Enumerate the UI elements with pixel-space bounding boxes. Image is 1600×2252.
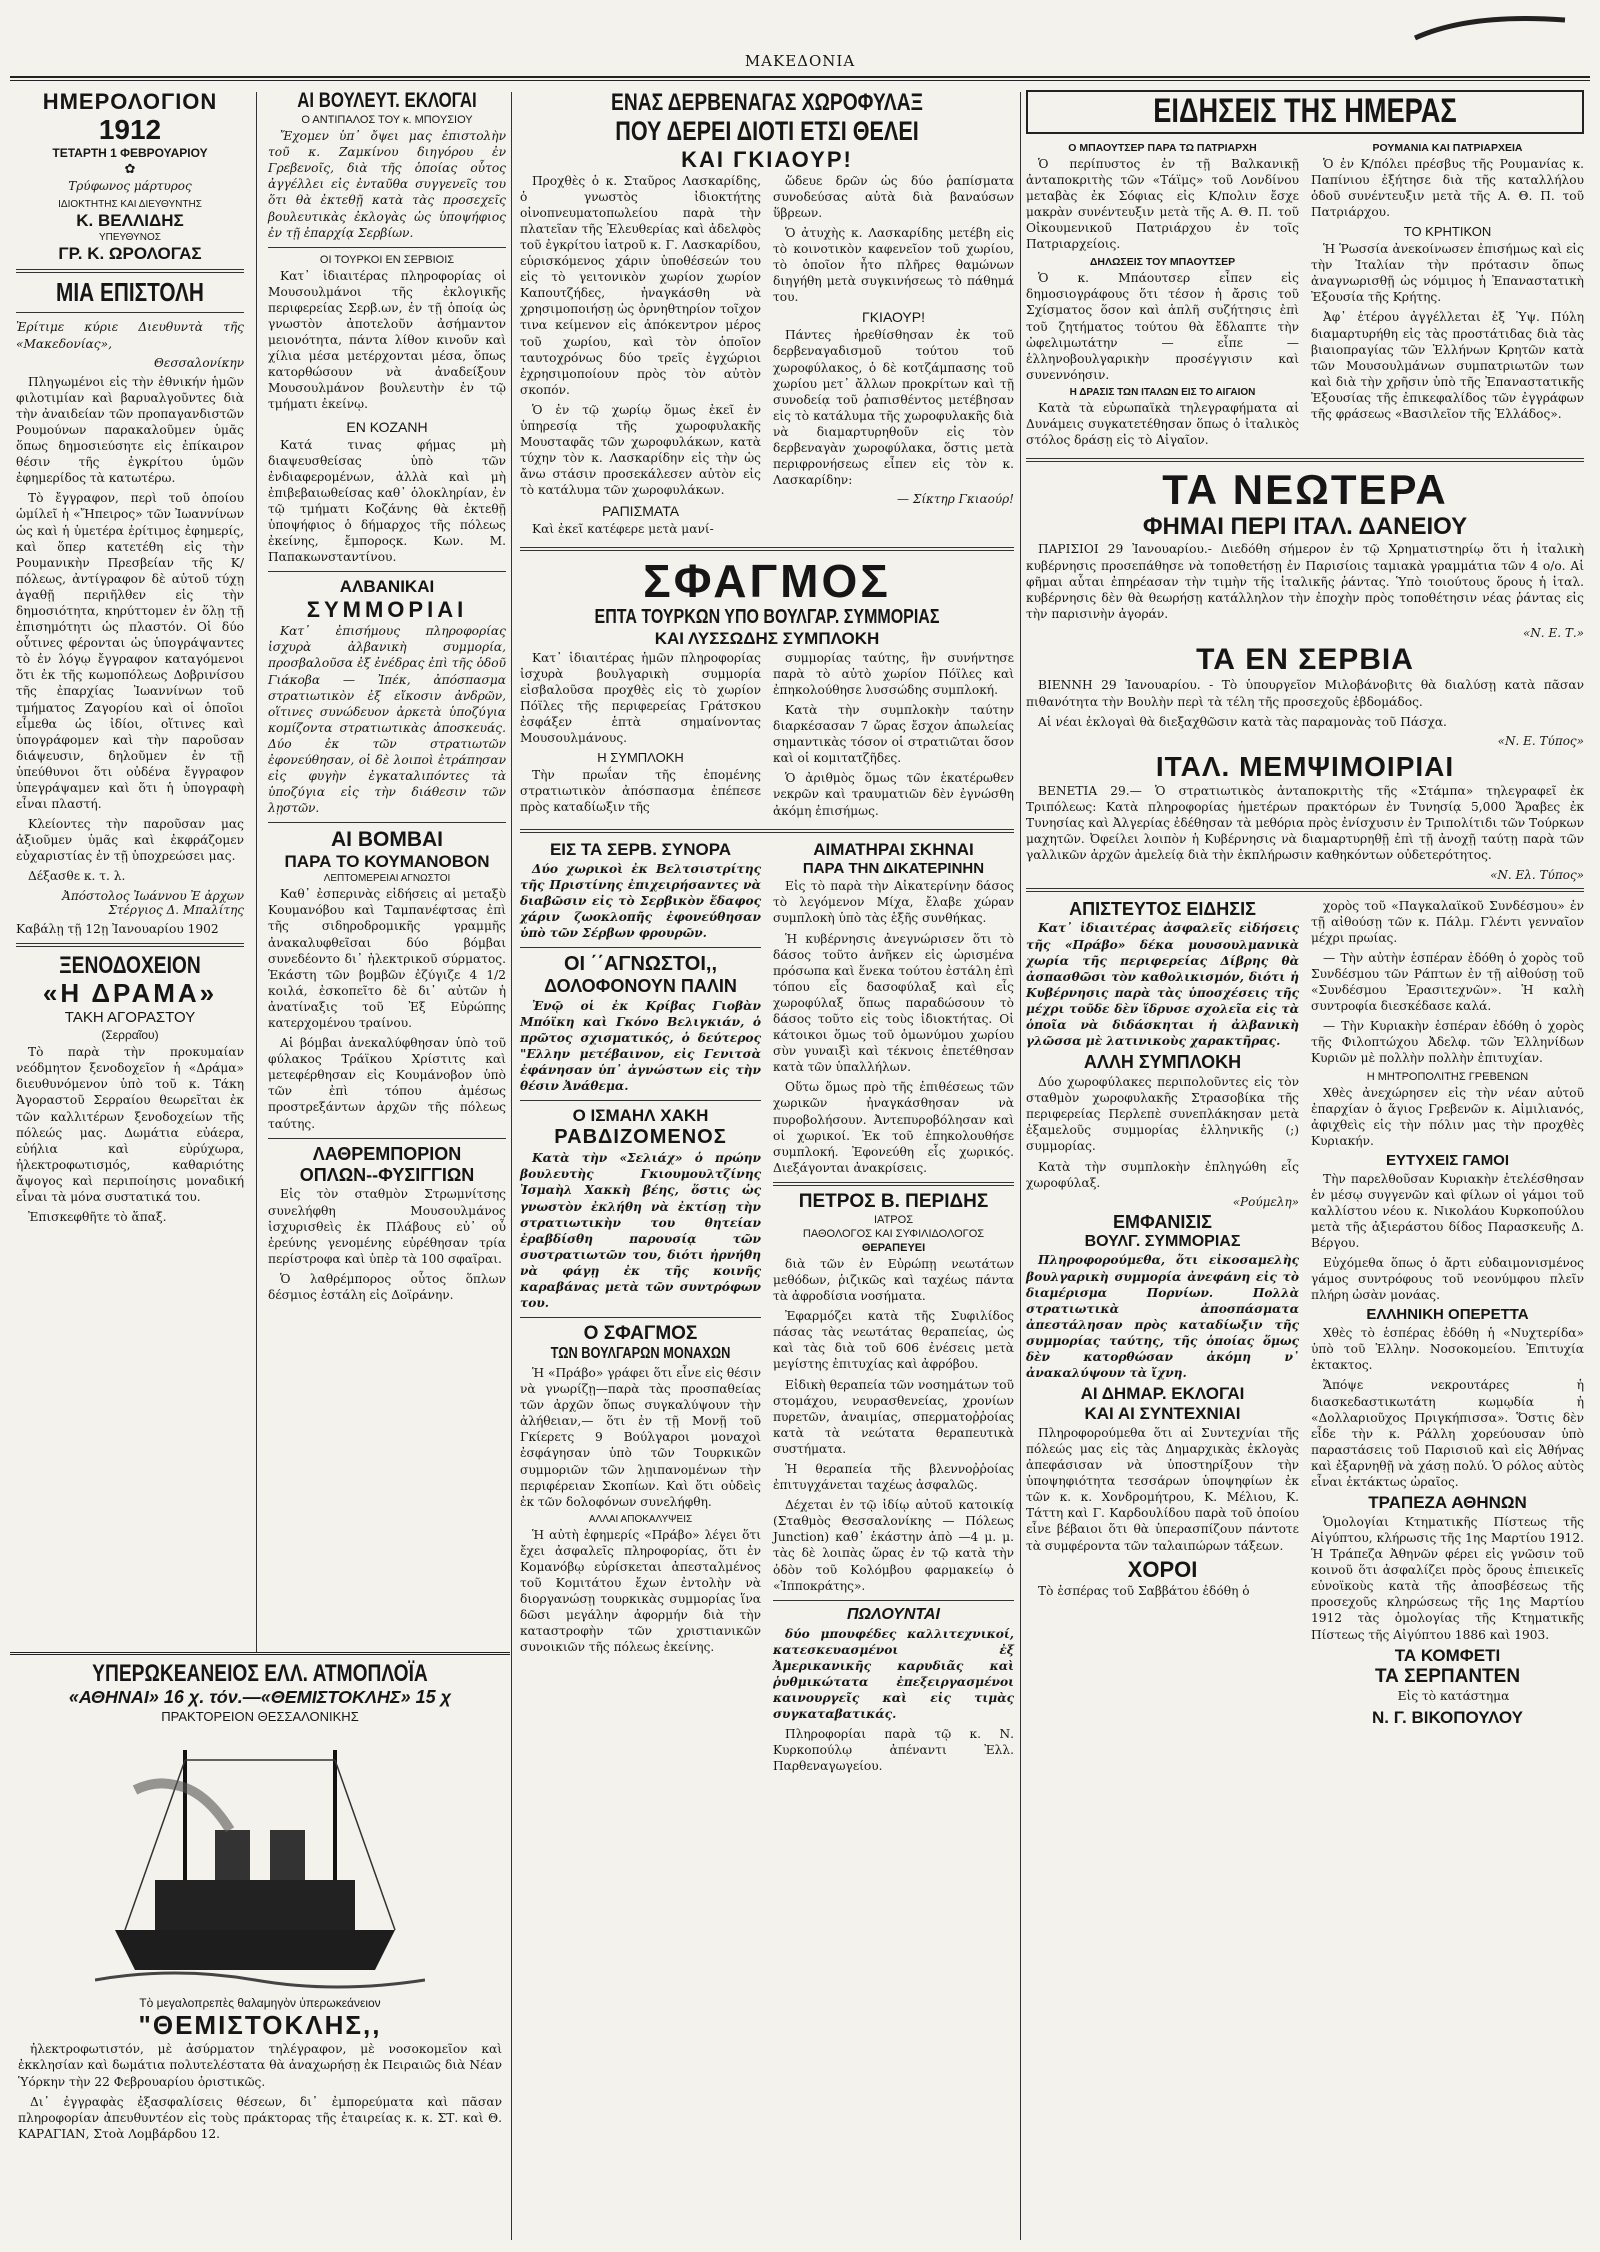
other-clash-text: Δύο χωροφύλακες περιπολοῦντες εἰς τὸν σταθμὸν χωροφυλακῆς Στρασοβίκα τῆς περιφερείας Περλεπὲ συνεπλάκησαν μετὰ ἐξαμελοῦς συμμορίας ἑλληνικῆς (;) συμμορίας. bbox=[1026, 1075, 1299, 1154]
elections-subtitle: Ο ΑΝΤΙΠΑΛΟΣ ΤΟΥ κ. ΜΠΟΥΣΙΟΥ bbox=[301, 114, 473, 127]
weddings-text: Τὴν παρελθοῦσαν Κυριακὴν ἐτελέσθησαν ἐν μέσῳ συγγενῶν καὶ φίλων οἱ γάμοι τοῦ καλλίστου νέου κ. Νικολάου Κυρκοπούλου μετὰ τῆς ἀξιεράστου δίδος Παρασκευῆς Δ. Βέργου. bbox=[1311, 1171, 1584, 1251]
owner-label: ΙΔΙΟΚΤΗΤΗΣ ΚΑΙ ΔΙΕΥΘΥΝΤΗΣ bbox=[58, 199, 202, 211]
bombs-text: Αἱ βόμβαι ἀνεκαλύφθησαν ὑπὸ τοῦ φύλακος Τράϊκου Χρίστιτς καὶ μετεφέρθησαν εἰς Κουμάνοβον ὑπὸ τῶν ἐπὶ τόπου ἀμέσως προστρεξάντων ἀρχῶν τῆς πόλεως ταύτης. bbox=[268, 1036, 506, 1131]
operetta-text: Χθὲς τὸ ἑσπέρας ἐδόθη ἡ «Νυχτερίδα» ὑπὸ τοῦ Ἑλλην. Νοσοκομείου. Ἐπιτυχία ἐκτακτος. bbox=[1311, 1326, 1584, 1373]
divider bbox=[268, 822, 506, 823]
article-text: Ὁ ἐν τῷ χωρίῳ ὅμως ἐκεῖ ἐν ὑπηρεσίᾳ τῆς χωροφυλακῆς Μουσταφᾶς τῶν χωροφυλάκων, κατὰ τύχην τὸν κ. Λασκαρίδην εἰς τὴν ὡς ἄνω στάσιν προσεκάλεσεν αὐτὸν εἰς τὸ κατάλυμα τῶν χωροφυλάκων. bbox=[520, 402, 761, 498]
dervenagas-title-3: ΚΑΙ ΓΚΙΑΟΥΡ! bbox=[681, 146, 853, 172]
article-text: Τὴν πρωΐαν τῆς ἐπομένης στρατιωτικὸν ἀπόσπασμα ἐπέπεσε πρὸς καταδίωξιν τῆς bbox=[520, 768, 761, 815]
editor-name: ΓΡ. Κ. ΩΡΟΛΟΓΑΣ bbox=[58, 244, 202, 264]
serbia-source: «Ν. Ε. Τύπος» bbox=[1497, 733, 1584, 748]
divider bbox=[520, 947, 761, 948]
mp2-title: ΔΗΛΩΣΕΙΣ ΤΟΥ ΜΠΑΟΥΤΣΕΡ bbox=[1089, 256, 1236, 269]
dervenagas-title-2: ΠΟΥ ΔΕΡΕΙ ΔΙΟΤΙ ΕΤΣΙ ΘΕΛΕΙ bbox=[615, 116, 919, 147]
haima-title: ΑΙΜΑΤΗΡΑΙ ΣΚΗΝΑΙ bbox=[813, 839, 974, 859]
turks-text: Κατ᾽ ἰδιαιτέρας πληροφορίας οἱ Μουσουλμάνοι τῆς ἐκλογικῆς περιφερείας Σερβ.ων, ἐν τῇ ὁποίᾳ ὡς γνωστὸν ἀποτελοῦν ἀσήμαντον μειονότητα, πάντα λίθον κινοῦν καὶ χίλια μέσα μετέρχονται μέσα, ὅπως κατορθώσουν νὰ ἀναδείξουν Μουσουλμάνον βουλευτὴν ἐν τῷ τμήματι ἐκείνῳ. bbox=[268, 268, 506, 412]
operetta-title: ΕΛΛΗΝΙΚΗ ΟΠΕΡΕΤΤΑ bbox=[1366, 1306, 1529, 1324]
other-clash-title: ΑΛΛΗ ΣΥΜΠΛΟΚΗ bbox=[1083, 1052, 1242, 1073]
haima-text: Οὕτω ὅμως πρὸ τῆς ἐπιθέσεως τῶν χωρικῶν ἠναγκάσθησαν νὰ πυροβολήσουν. Ἀντεπυροβόλησαν καὶ οἱ χωρικοί. Ἐκ τοῦ ἐπηκολουθήσε συμπλοκή. Ἐφονεύθη εἷς χωρικός. Διεξάγονται ἀνακρίσεις. bbox=[773, 1080, 1014, 1175]
article-text: Προχθὲς ὁ κ. Σταῦρος Λασκαρίδης, ὁ γνωστὸς ἰδιοκτήτης οἰνοπνευματοπωλείου παρὰ τὴν πλατεῖαν τῆς Ἐλευθερίας καὶ ἀδελφὸς τοῦ ἐγκρίτου ἰατροῦ κ. Γ. Λασκαρίδου, εὑρισκόμενος χάριν ὑποθέσεών του εἰς τὸ γειτονικὸν χωρίον χωρίον Καπουτζήδες, ἠναγκάσθη νὰ χρησιμοποιήσῃ ὡς ὀρνηθτηρίον τοῖχον τινα κείμενον εἰς ἀπόκεντρον μέρος τοῦ χωρίου, καὶ τὸν ὁποῖον ταυτοχρόνως δύο τρεῖς ἐγχώριοι ἐχρησιμοποίουν πρὸς τὸν αὐτὸν σκοπόν. bbox=[520, 173, 761, 397]
steamship-caption: Τὸ μεγαλοπρεπὲς θαλαμηγὸν ὑπερωκεάνειον bbox=[139, 1996, 381, 2011]
emfanisis-title-2: ΒΟΥΛΓ. ΣΥΜΜΟΡΙΑΣ bbox=[1084, 1232, 1241, 1250]
doctor-subtitle: ΘΕΡΑΠΕΥΕΙ bbox=[861, 1241, 926, 1254]
monks-title: Ο ΣΦΑΓΜΟΣ bbox=[583, 1323, 698, 1345]
divider bbox=[520, 829, 1014, 833]
calendar-saint: Τρύφωνος μάρτυρος bbox=[68, 179, 192, 194]
haima-text: Εἰς τὸ παρὰ τὴν Αἰκατερίνην δάσος τὸ λεγόμενον Μίχα, ἔλαβε χώραν συμπλοκὴ ὑπὸ τὰς ἑξῆς συνθήκας. bbox=[773, 879, 1014, 926]
gkiaour-quote: — Σίκτηρ Γκιαούρ! bbox=[897, 492, 1014, 507]
bombs-title: ΑΙ ΒΟΜΒΑΙ bbox=[331, 828, 443, 852]
rapismata-title: ΡΑΠΙΣΜΑΤΑ bbox=[601, 502, 680, 519]
border-title: ΕΙΣ ΤΑ ΣΕΡΒ. ΣΥΝΟΡΑ bbox=[549, 839, 732, 859]
column-4 bbox=[1020, 88, 1590, 2242]
page-corner-curl bbox=[1410, 8, 1570, 48]
serbia-text: Αἱ νέαι ἐκλογαὶ θὰ διεξαχθῶσιν κατὰ τὰς παραμονὰς τοῦ Πάσχα. bbox=[1038, 714, 1447, 729]
divider bbox=[1026, 888, 1584, 892]
sfagmos-body bbox=[520, 650, 1014, 823]
divider bbox=[16, 312, 244, 313]
doctor-text: διὰ τῶν ἐν Εὐρώπῃ νεωτάτων μεθόδων, ῥιζικῶς καὶ ταχέως πάντα τὰ ἀφροδίσια νοσήματα. bbox=[773, 1256, 1014, 1304]
agnostoi-text: Ἐνῷ οἱ ἐκ Κρίβας Γιοβὰν Μπόϊκη καὶ Γκόνο Βελιγκιάν, ὁ πρῶτος σχισματικός, ὁ δεύτερος "Ελλην μετέβαινον, εἰς Γενιτσὰ ἐφάνησαν ὑπ᾽ ἀγνώστων εἰς τὴν θέσιν Ἀνάθεμα. bbox=[520, 998, 761, 1094]
haima-text: Ἡ κυβέρνησις ἀνεγνώρισεν ὅτι τὸ δάσος τοῦτο ἀνῆκεν εἰς ὡρισμένα πρόσωπα καὶ ἕνεκα τούτου ἐστάλη ἐπὶ τόπου εἷς δασοφύλαξ καὶ εἷς χωροφύλαξ ὅπως παραδώσουν τὸ δάσος τοῦτο εἰς τοὺς ἰδιοκτήτας. Οἱ κάτοικοι ὅμως τοῦ ὁμωνύμου χωρίου σὺν γυναιξὶ καὶ τέκνοις ἐπετέθησαν κατὰ τῶν ὑπαλλήλων. bbox=[773, 931, 1014, 1075]
article-text: Ὁ ἀριθμὸς ὅμως τῶν ἑκατέρωθεν νεκρῶν καὶ τραυματιῶν δὲν ἐγνώσθη ἀκόμη ἐπισήμως. bbox=[773, 771, 1014, 818]
divider bbox=[268, 247, 506, 248]
romania-title: ΡΟΥΜΑΝΙΑ ΚΑΙ ΠΑΤΡΙΑΡΧΕΙΑ bbox=[1372, 141, 1523, 154]
steamship-title: ΥΠΕΡΩΚΕΑΝΕΙΟΣ ΕΛΛ. ΑΤΜΟΠΛΟΪΑ bbox=[92, 1660, 428, 1687]
albanian-text: Κατ᾽ ἐπισήμους πληροφορίας ἰσχυρὰ ἀλβανικὴ συμμορία, προσβαλοῦσα ἐξ ἐνέδρας ἐπὶ τῆς ὁδοῦ Γιάκοβα — Ἰπέκ, ἀπόσπασμα στρατιωτικὸν ἐξ εἴκοσιν ἀνδρῶν, οἵτινες συνώδευον ἀρκετὰ ὑποζύγια κομίζοντα στρατιωτικὰς ἀποσκευάς. Δύο ἐκ τῶν στρατιωτῶν ἐφονεύθησαν, οἱ δὲ λοιποὶ ἐτράπησαν εἰς φυγὴν ἐγκαταλιπόντες τὰ ὑποζύγια εἰς τὴν διάθεσιν τῶν λῃστῶν. bbox=[268, 624, 506, 816]
dances-title: ΧΟΡΟΙ bbox=[1127, 1556, 1198, 1582]
border-text: Δύο χωρικοὶ ἐκ Βελτσιστρίτης τῆς Πριστίνης ἐπιχειρήσαντες νὰ διαβῶσιν εἰς τὸ Σερβικὸν ἔδαφος χάριν ζωοκλοπῆς ἐφονεύθησαν ὑπὸ τῶν Σέρβων φρουρῶν. bbox=[520, 861, 761, 940]
emfanisis-title: ΕΜΦΑΝΙΣΙΣ bbox=[1113, 1211, 1212, 1232]
news-text: Ὁ περίπυστος ἐν τῇ Βαλκανικῇ ἀνταποκριτὴς τῶν «Τάϊμς» τοῦ Λονδίνου μεταβὰς ἐκ Σόφιας εἰς Κ/πολιν ἔσχε μακρὰν συνέντευξιν μετὰ τῆς Α. Θ. Π. τοῦ Οἰκουμενικοῦ Πατριάρχου ἐν τοῖς Πατριαρχείοις. bbox=[1026, 156, 1299, 252]
hotel-visit: Ἐπισκεφθῆτε τὸ ἅπαξ. bbox=[28, 1210, 167, 1225]
hotel-title: ΞΕΝΟΔΟΧΕΙΟΝ bbox=[59, 951, 201, 979]
divider bbox=[520, 1100, 761, 1101]
weddings-text: Εὐχόμεθα ὅπως ὁ ἄρτι εὐδαιμονισμένος γάμος συντρόφους τοῦ νεονύμφου πλεῖν πλήρη ὡσὰν μονάας. bbox=[1311, 1256, 1584, 1303]
ship-icon bbox=[95, 1730, 425, 1990]
doctor-name: ΠΕΤΡΟΣ Β. ΠΕΡΙΔΗΣ bbox=[798, 1190, 989, 1212]
sale-title: ΠΩΛΟΥΝΤΑΙ bbox=[847, 1605, 940, 1623]
doctor-title: ΙΑΤΡΟΣ bbox=[874, 1213, 913, 1226]
divider bbox=[773, 1182, 1014, 1186]
sfagmos-subtitle-2: ΚΑΙ ΛΥΣΣΩΔΗΣ ΣΥΜΠΛΟΚΗ bbox=[654, 628, 880, 648]
bank-title: ΤΡΑΠΕΖΑ ΑΘΗΝΩΝ bbox=[1368, 1493, 1527, 1513]
dervenagas-body bbox=[520, 173, 1014, 541]
letter-date: Καβάλῃ τῇ 12ῃ Ἰανουαρίου 1902 bbox=[16, 921, 219, 936]
gkiaour-title: ΓΚΙΑΟΥΡ! bbox=[862, 309, 925, 326]
serpentine-text: Εἰς τὸ κατάστημα bbox=[1397, 1689, 1510, 1704]
incredible-title: ΑΠΙΣΤΕΥΤΟΣ ΕΙΔΗΣΙΣ bbox=[1069, 898, 1256, 919]
letter-paragraph: Κλείοντες τὴν παροῦσαν μας ἀξιοῦμεν ὑμᾶς καὶ ἐκφράζομεν εὐχαριστίας ἐν τῇ ὑποχρεώσει μας. bbox=[16, 817, 244, 864]
news-text: Ἡ Ῥωσσία ἀνεκοίνωσεν ἐπισήμως καὶ εἰς τὴν Ἰταλίαν τὴν πρότασιν ὅπως ἀναγνωρισθῇ ὡς νόμιμος ἡ Ἐπαναστατικὴ Ἐξουσία τῆς Κρήτης. bbox=[1311, 242, 1584, 305]
article-text: Καὶ ἐκεῖ κατέφερε μετὰ μανί- bbox=[532, 521, 714, 536]
bombs-text: Καθ᾽ ἐσπερινὰς εἰδήσεις αἱ μεταξὺ Κουμανόβου καὶ Ταμπανέφτσας ἐπὶ τῆς σιδηροδρομικῆς γραμμῆς ἀνακαλυφθεῖσαι δύο βόμβαι συνεδέοντο δι᾽ ἠλεκτρικοῦ σύρματος. Ἑκάστη τῶν βομβῶν ἐζύγιζε 4 1/2 κοιλά, ἐσκοπεῖτο δὲ δι᾽ αὐτῶν ἡ ἀνατίναξις τοῦ Ἐξ Εὐρώπης κατερχομένου τραίνου. bbox=[268, 887, 506, 1030]
sfagmos-subtitle: ΕΠΤΑ ΤΟΥΡΚΩΝ ΥΠΟ ΒΟΥΛΓΑΡ. ΣΥΜΜΟΡΙΑΣ bbox=[594, 605, 940, 628]
dances-text: χορὸς τοῦ «Παγκαλαϊκοῦ Συνδέσμου» ἐν τῇ αἰθούσῃ τῶν κ. Πάλμ. Γλέντι γενναῖον μέχρι πρωίας. bbox=[1311, 898, 1584, 945]
news-text: Ὁ κ. Μπάουτσερ εἶπεν εἰς δημοσιογράφους ὅτι τέσον ἡ ἄρσις τοῦ Σχίσματος ὅσον καὶ ἁπλῆ συζήτησις ἐπὶ τοῦ ζητήματος τούτου θὰ ἔδλαπτε τὴν ὠφελιμωτάτην — εἶπε — ἑλληνοβουλγαρικὴν προσέγγισιν καὶ συνεννόησιν. bbox=[1026, 271, 1299, 382]
weddings-title: ΕΥΤΥΧΕΙΣ ΓΑΜΟΙ bbox=[1385, 1151, 1510, 1169]
bombs-title-2: ΠΑΡΑ ΤΟ ΚΟΥΜΑΝΟΒΟΝ bbox=[284, 852, 490, 872]
letter-signature: Ἀπόστολος Ἰωάννου Ἐ ἀρχων Στέργιος Δ. Μπαλίτης bbox=[62, 888, 244, 917]
news-text: Ἀφ᾽ ἑτέρου ἀγγέλλεται ἐξ Ὑψ. Πύλη διαμαρτυρήθη εἰς τὰς προστάτιδας διὰ τὰς βιαιοπραγίας τῶν Ἑλλήνων Κρητῶν κατὰ τῶν Μουσουλμάνων συμπατριωτῶν των καὶ διὰ τὴν χρῆσιν ὑπὸ τῆς Ἐπαναστατικῆς Ἐξουσίας τῆς ἐπικεφαλίδος τῶν ἐγγράφων τῆς φράσεως «Βασιλεῖον τῆς Ἑλλάδος». bbox=[1311, 310, 1584, 421]
monks-subtitle: ΑΛΛΑΙ ΑΠΟΚΑΛΥΨΕΙΣ bbox=[588, 1513, 693, 1525]
lower-columns bbox=[520, 839, 1014, 1779]
dances-text: — Τὴν Κυριακὴν ἑσπέραν ἐδόθη ὁ χορὸς τῆς Φιλοπτώχου Ἀδελφ. τῶν Ἑλληνίδων Κυριῶν μὲ πολλὴν πολλὴν ἐπιτυχίαν. bbox=[1311, 1019, 1584, 1066]
operetta-text: Ἄπόψε νεκρουτάρες ἡ διασκεδαστικωτάτη κωμῳδία ἡ «Δολλαριοῦχος Πριγκήπισσα». Ὅστις δὲν εἶδε τὴν κ. Ράλλη χορεύουσαν ὑπὸ παραστάσεις τοῦ Παρισιοῦ καὶ εἰς Ἀθήνας καὶ ἐξαρνηθῇ νὰ χάσῃ πολύ. Ὁ ρόλος αὐτὸς εἶναι ἐκτάκτως ὡραῖος. bbox=[1311, 1378, 1584, 1489]
divider bbox=[268, 571, 506, 572]
ornament-icon: ✿ bbox=[124, 162, 136, 178]
loan-source: «Ν. Ε. Τ.» bbox=[1522, 625, 1584, 640]
divider bbox=[1026, 458, 1584, 462]
article-text: συμμορίας ταύτης, ἣν συνήντησε παρὰ τὸ αὐτὸ χωρίον Πόϊλες καὶ ἐπηκολούθησε λυσσώδης συμπλοκή. bbox=[773, 650, 1014, 697]
article-text: ὥδευε δρῶν ὡς δύο ῥαπίσματα συνοδεύσας αὐτὰ διὰ βαναύσων ὕβρεων. bbox=[773, 173, 1014, 220]
other-clash-text: Κατὰ τὴν συμπλοκὴν ἐπληγώθη εἷς χωροφύλαξ. bbox=[1026, 1159, 1299, 1190]
article-text: Ὁ ἀτυχὴς κ. Λασκαρίδης μετέβη εἰς τὸ κοινοτικὸν καφενεῖον τοῦ χωρίου, τὸ ὁποῖον ἦτο πλῆρες θαμώνων διηγήθη μετὰ συγκινήσεως τὸ πάθημά του. bbox=[773, 225, 1014, 305]
loan-text: ΠΑΡΙΣΙΟΙ 29 Ἰανουαρίου.- Διεδόθη σήμερον ἐν τῷ Χρηματιστηρίῳ ὅτι ἡ ἰταλικὴ κυβέρνησις προσεπάθησε νὰ τοποθετήσῃ ἐν Παρισίοις ταμιακὰ γραμμάτια τῶν 4 ο/ο. Αἱ φῆμαι αὗται ἐπηρέασαν τὴν τιμὴν τῆς ἰταλικῆς ῥάντας. Ὑπὸ τοιούτους ὅρους ἡ ἰταλ. κυβέρνησις δὲν θὰ θεωρήσῃ κατάλληλον τὴν ἐποχὴν πρὸς τοποθέτησιν νέας ῥάντας εἰς τὴν παρισινὴν ἀγοράν. bbox=[1026, 542, 1584, 621]
top-rule bbox=[10, 76, 1590, 78]
metropolitan-text: Χθὲς ἀνεχώρησεν εἰς τὴν νέαν αὐτοῦ ἐπαρχίαν ὁ ἅγιος Γρεβενῶν κ. Αἰμιλιανός, ἀφιχθεὶς εἰς τὴν πόλιν μας τὴν προχθὲς Κυριακήν. bbox=[1311, 1085, 1584, 1148]
calendar-title: ΗΜΕΡΟΛΟΓΙΟΝ bbox=[42, 89, 218, 114]
sale-text: δύο μπουφέδες καλλιτεχνικοί, κατεσκευασμένοι ἐξ Ἀμερικανικῆς καρυδιᾶς καὶ ῥυθμικώτατα ἐπεξειργασμένοι καινουργεῖς καὶ εἰς τιμὰς συγκαταβατικάς. bbox=[773, 1626, 1014, 1722]
divider bbox=[16, 269, 244, 273]
owner-name: Κ. ΒΕΛΛΙΔΗΣ bbox=[76, 211, 184, 231]
article-text: Πάντες ἠρεθίσθησαν ἐκ τοῦ δερβεναγαδισμοῦ τούτου τοῦ χωροφύλακος, ὁ δὲ κοτζάμπασης τοῦ χωρίου μετ᾽ ἄλλων προκρίτων καὶ τῇ συνοδείᾳ τοῦ ῥαπισθέντος μετέβησαν εἰς τὸ κατάλυμα τῆς χωροφυλακῆς διὰ νὰ διαμαρτυρηθοῦν εἰς τὸν δερβεναγὰν χωροφύλακα, ὅστις μετὰ περιφρονήσεως εἶπεν εἰς τὸν κ. Λασκαρίδην: bbox=[773, 328, 1014, 488]
bank-text: Ὁμολογίαι Κτηματικῆς Πίστεως τῆς Αἰγύπτου, κλήρωσις τῆς 1ης Μαρτίου 1912. Ἡ Τράπεζα Ἀθηνῶν φέρει εἰς γνῶσιν τοῦ κοινοῦ ὅτι ἀσφαλίζει πρὸς ὅρους ἐπιεικεῖς εὐνοϊκοὺς κατὰ τῆς ἀποσβέσεως τῆς προσεχοῦς κληρώσεως τῆς 1ης Μαρτίου 1912 τὰς ὁμολογίας τῆς Κτηματικῆς Πίστεως τῆς Αἰγύπτου 1886 καὶ 1903. bbox=[1311, 1514, 1584, 1642]
dervenagas-title: ΕΝΑΣ ΔΕΡΒΕΝΑΓΑΣ ΧΩΡΟΦΥΛΑΞ bbox=[611, 89, 923, 116]
divider bbox=[520, 1317, 761, 1318]
lower-news bbox=[1026, 898, 1584, 1729]
news-text: Κατὰ τὰ εὐρωπαϊκὰ τηλεγραφήματα αἱ Δυνάμεις συγκατετέθησαν ὅπως ὁ ἰταλικὸς στόλος δράσῃ εἰς τὸ Αἰγαῖον. bbox=[1026, 400, 1299, 448]
divider bbox=[520, 547, 1014, 551]
letter-paragraph: Τὸ ἔγγραφον, περὶ τοῦ ὁποίου ὡμίλεῖ ἡ «Ἤπειρος» τῶν Ἰωαννίνων ὡς καὶ ἡ ὑμετέρα ἐρίτιμος ἐφημερίς, καὶ ὅπερ κατετέθη εἰς τὴν Ρουμανικὴν Πρεσβείαν τῆς Κ/πόλεως, ἀντίγραφον δὲ αὐτοῦ τύχῃ ἀγαθῇ περιῆλθεν εἰς τὴν δημοσιότητα, κηρύττομεν ἐν ὅλῃ τῇ ἐπισημότητι ὡς πλαστόν. Οἱ δύο οὗτινες φέρονται ὡς ὑπογράψαντες τὸ ἐν λόγῳ ἔγγραφον καταγόμενοι ὅτι ἐκ τῆς κωμοπόλεως Δοβρινίσου τῆς ἐπαρχίας Ἰωαννίνων τοῦ τμήματος Ζαγορίου καὶ οἱ ὁποῖοι εἶμεθα ὡς ἰδίοι, οἵτινες καὶ ὑπογράφομεν καὶ τὴν παροῦσαν διάψευσιν, δηλοῦμεν ἐν τῇ ὑπεύθυνοι ὅτι οὐδένα ἔγγραφον ὑπεγράψαμεν καὶ ὅτι ἡ ὑπογραφὴ εἶναι πλαστή. bbox=[16, 491, 244, 812]
elections-text: Ἔχομεν ὑπ᾽ ὄψει μας ἐπιστολὴν τοῦ κ. Ζαμκίνου διηγόρου ἐν Γρεβενοῖς, διὰ τῆς ὁποίας οὗτος ἀγγέλλει εἰς ἐνταῦθα συγγενεῖς του ὅτι θὰ ἐκτεθῇ κατὰ τὰς προσεχεῖς βουλευτικὰς ἐκλογὰς ὡς ὑποψήφιος ἐν τῇ ἐπαρχίᾳ Σερβίων. bbox=[268, 129, 506, 240]
smuggling-text: Εἰς τὸν σταθμὸν Στρωμνίτσης συνελήφθη Μουσουλμάνος ἰσχυρισθεὶς ἐκ Πλάβους εὐ᾽ οὗ ἐρεύνης γενομένης εὑρέθησαν τρία περίστροφα καὶ ὑπὲρ τὰ 100 σφαῖραι. bbox=[268, 1187, 506, 1266]
incredible-text: Κατ᾽ ἰδιαιτέρας ἀσφαλεῖς εἰδήσεις τῆς «Πράβο» δέκα μουσουλμανικὰ χωρία τῆς περιφερείας Δίβρης θὰ ἀσπασθῶσι τὸν καθολικισμόν, διότι ἡ Κυβέρνησις παρὰ τὰς ὑποσχέσεις τῆς μέχρι τοῦδε δὲν ἵδρυσε σχολεῖα εἰς τὰ ὁποῖα νὰ διδάσκηται ἡ ἀλβανικὴ γλῶσσα μὲ λατινικοὺς χαρακτῆρας. bbox=[1026, 921, 1299, 1049]
agnostoi-title-2: ΔΟΛΟΦΟΝΟΥΝ ΠΑΛΙΝ bbox=[544, 975, 737, 996]
smuggling-title-2: ΟΠΛΩΝ--ΦΥΣΙΓΓΙΩΝ bbox=[299, 1164, 475, 1185]
divider bbox=[268, 1138, 506, 1139]
bombs-subtitle: ΛΕΠΤΟΜΕΡΕΙΑΙ ΑΓΝΩΣΤΟΙ bbox=[323, 873, 451, 885]
haima-title-2: ΠΑΡΑ ΤΗΝ ΔΙΚΑΤΕΡΙΝΗΝ bbox=[802, 859, 985, 877]
turks-title: ΟΙ ΤΟΥΡΚΟΙ ΕΝ ΣΕΡΒΙΟΙΣ bbox=[319, 253, 455, 266]
monks-title-2: ΤΩΝ ΒΟΥΛΓΑΡΩΝ ΜΟΝΑΧΩΝ bbox=[550, 1345, 731, 1363]
symploki-title: Η ΣΥΜΠΛΟΚΗ bbox=[597, 750, 684, 766]
doctor-text: Δέχεται ἐν τῷ ἰδίῳ αὐτοῦ κατοικίᾳ (Σταθμὸς Θεσσαλονίκης — Πόλεως Junction) καθ᾽ ἑκάστην ἀπὸ —4 μ. μ. τὰς δὲ λοιπὰς ὥρας ἐν τῷ κατὰ τὴν ὁδὸν τοῦ Κολόμβου φαρμακείῳ ὁ «Ἱπποκράτης». bbox=[773, 1498, 1014, 1593]
serpentine-shop: Ν. Γ. ΒΙΚΟΠΟΥΛΟΥ bbox=[1371, 1707, 1524, 1727]
calendar-year: 1912 bbox=[98, 114, 162, 146]
article-text: Κατ᾽ ἰδιαιτέρας ἡμῶν πληροφορίας ἰσχυρὰ βουλγαρικὴ συμμορία εἰσβαλοῦσα προχθὲς εἰς τὸ χωρίον Πόϊλες τῆς περιφερείας Γράτσκου ἐσφάξεν ἑπτὰ σημαίνοντας Μουσουλμάνους. bbox=[520, 650, 761, 746]
loan-title: ΦΗΜΑΙ ΠΕΡΙ ΙΤΑΛ. ΔΑΝΕΙΟΥ bbox=[1142, 513, 1468, 541]
emfanisis-text: Πληροφορούμεθα, ὅτι εἰκοσαμελὴς βουλγαρικὴ συμμορία ἀνεφάνη εἰς τὸ διαμέρισμα Πορνίων. Πολλὰ στρατιωτικὰ ἀποσπάσματα ἀπεστάλησαν πρὸς καταδίωξιν τῆς συμμορίας ταύτης, τῆς ὁποίας ὅμως δὲν κατορθώσαν ἀκόμη ν᾽ ἀνακαλύψουν τὰ ἴχνη. bbox=[1026, 1253, 1299, 1381]
monks-text: Ἡ «Πράβο» γράφει ὅτι εἶνε εἰς θέσιν νὰ γνωρίζῃ—παρὰ τὰς προσπαθείας τῶν ἀρχῶν ὅπως συγκαλύψουν τὴν ἀλήθειαν,— ὅτι ἐν τῇ Μονῇ τοῦ Γκίερετς 9 Βούλγαροι μοναχοὶ ἐσφάγησαν ὑπὸ τῶν Τουρκικῶν συμμοριῶν τῶν λῃιπανομένων τὴν περιφέρειαν Σκοπίων. Καὶ ὅτι οὐδεὶς ἐκ τῶν δολοφόνων συνελήφθη. bbox=[520, 1365, 761, 1509]
municipal-title: ΑΙ ΔΗΜΑΡ. ΕΚΛΟΓΑΙ bbox=[1080, 1384, 1245, 1404]
ismail-title: Ο ΙΣΜΑΗΛ ΧΑΚΗ bbox=[572, 1106, 709, 1126]
letter-title: ΜΙΑ ΕΠΙΣΤΟΛΗ bbox=[56, 277, 204, 308]
steamship-text: ἠλεκτροφωτιστόν, μὲ ἀσύρματον τηλέγραφον, μὲ νοσοκομεῖον καὶ ἐκκλησίαν καὶ δωμάτια πολυτελέστατα θὰ ἀναχωρήσῃ ἐκ Πειραιῶς διὰ Νέαν Ὑόρκην τὴν 22 Φεβρουαρίου ὁριστικῶς. bbox=[18, 2042, 502, 2089]
smuggling-title: ΛΑΘΡΕΜΠΟΡΙΟΝ bbox=[312, 1143, 462, 1164]
ismail-title-2: ΡΑΒΔΙΖΟΜΕΝΟΣ bbox=[554, 1126, 727, 1149]
steamship-ships: «ΑΘΗΝΑΙ» 16 χ. τόν.—«ΘΕΜΙΣΤΟΚΛΗΣ» 15 χ bbox=[68, 1687, 452, 1708]
hotel-name: «Η ΔΡΑΜΑ» bbox=[42, 977, 218, 1008]
doctor-text: Ἐφαρμόζει κατὰ τῆς Συφιλίδος πάσας τὰς νεωτάτας θεραπείας, ὡς καὶ τὰς διὰ τοῦ 606 ἐνέσεις μετὰ μεγίστης ἐπιτυχίας καὶ ἀφρόβου. bbox=[773, 1309, 1014, 1372]
masthead: ΜΑΚΕΔΟΝΙΑ bbox=[744, 52, 856, 70]
kozani-text: Κατά τινας φήμας μὴ διαψευσθείσας ὑπὸ τῶν ἐνδιαφερομένων, ἀλλὰ καὶ μὴ ἐπιβεβαιωθείσας καθ᾽ ὁλοκληρίαν, ἐν τῷ τμήματι Κοζάνης θὰ ἐκτεθῇ ὑποψήφιος ὁ δήμαρχος τῆς πόλεως ἐκείνης, ἔμποροςκ. Κων. Μ. Παπακωνσταντίνου. bbox=[268, 437, 506, 565]
sale-text: Πληροφορίαι παρὰ τῷ κ. Ν. Κυρκοπούλῳ ἀπέναντι Ἐλλ. Παρθεναγωγείου. bbox=[773, 1727, 1014, 1774]
crete-title: ΤΟ ΚΡΗΤΙΚΟΝ bbox=[1403, 224, 1492, 240]
steamship-text: Δι᾽ ἐγγραφὰς ἐξασφαλίσεις θέσεων, δι᾽ ἐμπορεύματα καὶ πᾶσαν πληροφορίαν ἀπευθυντέον εἰς τοὺς πράκτορας τῆς ἑταιρείας κ. κ. ΣΤ. καὶ Θ. ΚΑΡΑΓΙΑΝ, Στοὰ Λομβάρδου 12. bbox=[18, 2094, 502, 2141]
hotel-text: Τὸ παρὰ τὴν προκυμαίαν νεόδμητον ξενοδοχεῖον ἡ «Δράμα» διευθυνόμενον ὑπὸ τοῦ κ. Τάκη Ἀγοραστοῦ Σερραίου θεωρεῖται ἐκ τῶν καλλιτέρων ξενοδοχείων τῆς πόλεώς μας. Δωμάτια εὐάερα, εὐήλια καὶ εὐρύχωρα, ἠλεκτροφωτισμός, καθαριότης ἄψογος καὶ περιποίησις μοναδική εἶναι τὰ μόνα συστατικά του. bbox=[16, 1045, 244, 1204]
albanian-title: ΑΛΒΑΝΙΚΑΙ bbox=[339, 577, 435, 597]
ital-text: ΒΕΝΕΤΙΑ 29.— Ὁ στρατιωτικὸς ἀνταποκριτὴς τῆς «Στάμπα» τηλεγραφεῖ ἐκ Τριπόλεως: Κατὰ πληροφορίας ἡμετέρων πρακτόρων ἐν Τυνησίᾳ 5,000 Ἄραβες ἐκ Τυνησίας καὶ Ἀλγερίας ἐδέθησαν τὰ μεθόρια πρὸς ἐνίσχυσιν ἐν Τριπολίτιδι τῶν Τούρκων μαχητῶν. Ὀφείλει λοιπὸν ἡ Κυβέρνησις νὰ διαμαρτυρηθῇ ἐπὶ τῇ ἀνοχῇ ταύτῃ παρὰ τῶν γαλλικῶν ἀρχῶν ἀμελείᾳ διὰ τὴν ἐκπλήρωσιν καθηκόντων οὐδετερότητος. bbox=[1026, 784, 1584, 863]
kozani-title: ΕΝ ΚΟΖΑΝΗ bbox=[346, 418, 428, 435]
ital-source: «Ν. Ελ. Τύπος» bbox=[1490, 867, 1584, 882]
aegean-title: Η ΔΡΑΣΙΣ ΤΩΝ ΙΤΑΛΩΝ ΕΙΣ ΤΟ ΑΙΓΑΙΟΝ bbox=[1069, 386, 1256, 398]
serpentine-title: ΤΑ ΣΕΡΠΑΝΤΕΝ bbox=[1374, 1665, 1521, 1687]
dances-text: Τὸ ἑσπέρας τοῦ Σαββάτου ἐδόθη ὁ bbox=[1038, 1583, 1250, 1598]
divider bbox=[773, 1600, 1014, 1601]
divider bbox=[16, 943, 244, 947]
letter-paragraph: Πληγωμένοι εἰς τὴν ἐθνικήν ἡμῶν φιλοτιμίαν καὶ βαρυαλγοῦντες διὰ τὴν ἀναιδείαν τῶν προπαγανδιστῶν Ρουμούνων παρακαλοῦμεν ὑμᾶς ὅπως δημοσιεύσητε εἰς ἐπίκαιρον θέσιν τῆς ἐγκρίτου ὑμῶν ἐφημερίδος τὰ κατωτέρω. bbox=[16, 374, 244, 486]
sfagmos-title: ΣΦΑΓΜΟΣ bbox=[643, 554, 891, 607]
serbia-title: ΤΑ ΕΝ ΣΕΡΒΙΑ bbox=[1196, 642, 1414, 676]
monks-text: Ἡ αὐτὴ ἐφημερίς «Πράβο» λέγει ὅτι ἔχει ἀσφαλεῖς πληροφορίας, ὅτι ἐν Κομανόβῳ εὑρίσκεται ἀπεσταλμένος τοῦ Κομιτάτου ἔχων ἐντολὴν νὰ διοργανώσῃ τουρκικὰς συμμορίας ἵνα δῶσι μεγάλην ἀφορμήν διὰ τὴν καταστροφὴν τῶν χριστιανικῶν συνοικιῶν τῆς πόλεως ἐκείνης. bbox=[520, 1527, 761, 1655]
column-3 bbox=[514, 88, 1020, 2242]
smuggling-text: Ὁ λαθρέμπορος οὗτος ὅπλων δέσμιος ἐστάλη εἰς Δοϊράνην. bbox=[268, 1271, 506, 1302]
ismail-text: Κατὰ τὴν «Σελιάχ» ὁ πρώην βουλευτὴς Γκιουμουλτζίνης Ἰσμαὴλ Χακκὴ βέης, ὅστις ὡς γνωστὸν ἐκλήθη νὰ ἐκτίσῃ τὴν στρατιωτικὴν του θητείαν ἐραβδίσθη παρουσίᾳ τῶν συστρατιωτῶν του, διότι ἠρνήθη νὰ φάγῃ ἐκ τῆς κοινῆς καραβάνας μετὰ τῶν συντρόφων του. bbox=[520, 1151, 761, 1311]
doctor-text: Εἰδικὴ θεραπεία τῶν νοσημάτων τοῦ στομάχου, νευρασθενείας, χρονίων πυρετῶν, ἀναιμίας, σπερματοῤῥοίας κατὰ τὰ νεώτατα θεραπευτικὰ συστήματα. bbox=[773, 1377, 1014, 1456]
hotel-owner: ΤΑΚΗ ΑΓΟΡΑΣΤΟΥ bbox=[64, 1009, 196, 1027]
news-title: ΕΙΔΗΣΕΙΣ ΤΗΣ ΗΜΕΡΑΣ bbox=[1026, 90, 1584, 134]
municipal-text: Πληροφορούμεθα ὅτι αἱ Συντεχνίαι τῆς πόλεώς μας εἰς τὰς Δημαρχικὰς ἐκλογὰς ἀπεφάσισαν νὰ ὑποστηρίξουν τὴν ὑποψηφιότητα τεσσάρων ὑποψηφίων ἐκ τῶν κ. κ. Χονδρομήτρου, Κ. Μέλιου, Κ. Τάττη καὶ Γ. Καρδουλίδου παρὰ τοῦ ὁποίου εἶνε βέβαιοι ὅτι θὰ ὑπερασπίζουν πάντοτε τὰ συμφέροντα τῶν ταλαιπώρων τάξεων. bbox=[1026, 1425, 1299, 1553]
other-clash-source: «Ρούμελη» bbox=[1232, 1194, 1299, 1209]
doctor-specialty: ΠΑΘΟΛΟΓΟΣ ΚΑΙ ΣΥΦΙΛΙΔΟΛΟΓΟΣ bbox=[802, 1227, 985, 1240]
letter-close: Δέξασθε κ. τ. λ. bbox=[28, 869, 126, 884]
agnostoi-title: ΟΙ ΄΄ΑΓΝΩΣΤΟΙ,, bbox=[563, 952, 718, 975]
ital-title: ΙΤΑΛ. ΜΕΜΨΙΜΟΙΡΙΑΙ bbox=[1155, 750, 1455, 782]
editor-label: ΥΠΕΥΘΥΝΟΣ bbox=[99, 232, 161, 244]
elections-title: ΑΙ ΒΟΥΛΕΥΤ. ΕΚΛΟΓΑΙ bbox=[297, 89, 477, 112]
calendar-day: ΤΕΤΑΡΤΗ 1 ΦΕΒΡΟΥΑΡΙΟΥ bbox=[52, 146, 208, 161]
mp-title: Ο ΜΠΑΟΥΤΣΕΡ ΠΑΡΑ ΤΩ ΠΑΤΡΙΑΡΧΗ bbox=[1068, 141, 1257, 154]
article-text: Κατὰ τὴν συμπλοκὴν ταύτην διαρκέσασαν 7 ὥρας ἔσχον ἀπωλείας σημαντικὰς τόσον οἱ στρατιῶται ὅσον καὶ οἱ κομιτατζῆδες. bbox=[773, 703, 1014, 766]
serbia-text: ΒΙΕΝΝΗ 29 Ἰανουαρίου. - Τὸ ὑπουργεῖον Μιλοβάνοβιτς θὰ διαλύσῃ κατὰ πᾶσαν πιθανότητα τὴν Βουλὴν περὶ τὰ τέλη τῆς προσεχοῦς ἑβδομάδος. bbox=[1026, 678, 1584, 709]
letter-place: Θεσσαλονίκην bbox=[154, 355, 244, 370]
news-body bbox=[1026, 140, 1584, 453]
latest-title: ΤΑ ΝΕΩΤΕΡΑ bbox=[1162, 466, 1448, 514]
steamship-ad bbox=[10, 1652, 510, 2242]
letter-salutation: Ἐρίτιμε κύριε Διευθυντὰ τῆς «Μακεδονίας», bbox=[16, 320, 244, 351]
municipal-title-2: ΚΑΙ ΑΙ ΣΥΝΤΕΧΝΙΑΙ bbox=[1084, 1404, 1241, 1424]
steamship-agency: ΠΡΑΚΤΟΡΕΙΟΝ ΘΕΣΣΑΛΟΝΙΚΗΣ bbox=[161, 1709, 359, 1725]
hotel-city: (Σερραῖου) bbox=[101, 1028, 159, 1043]
metropolitan-title: Η ΜΗΤΡΟΠΟΛΙΤΗΣ ΓΡΕΒΕΝΩΝ bbox=[1366, 1070, 1529, 1083]
dances-text: — Τὴν αὐτὴν ἑσπέραν ἐδόθη ὁ χορὸς τοῦ Συνδέσμου τῶν Ράπτων ἐν τῇ αἰθούσῃ τοῦ «Συνδέσμου Ἐρασιτεχνῶν». Ἡ καλὴ συντροφία διεσκέδασε καλά. bbox=[1311, 950, 1584, 1014]
albanian-title-2: ΣΥΜΜΟΡΙΑΙ bbox=[306, 597, 468, 623]
confetti-title: ΤΑ ΚΟΜΦΕΤΙ bbox=[1394, 1645, 1501, 1665]
steamship-ship-name: "ΘΕΜΙΣΤΟΚΛΗΣ,, bbox=[138, 2010, 382, 2041]
top-rule-thin bbox=[10, 80, 1590, 81]
doctor-text: Ἡ θεραπεία τῆς βλεννοῤῥοίας ἐπιτυγχάνεται ταχέως ἀσφαλῶς. bbox=[773, 1462, 1014, 1493]
news-text: Ὁ ἐν Κ/πόλει πρέσβυς τῆς Ρουμανίας κ. Παπίνιου ἐξήτησε διὰ τῆς καταλλήλου ὁδοῦ συνέντευξιν μετὰ τῆς Α. Θ. Π. τοῦ Πατριάρχου. bbox=[1311, 156, 1584, 219]
